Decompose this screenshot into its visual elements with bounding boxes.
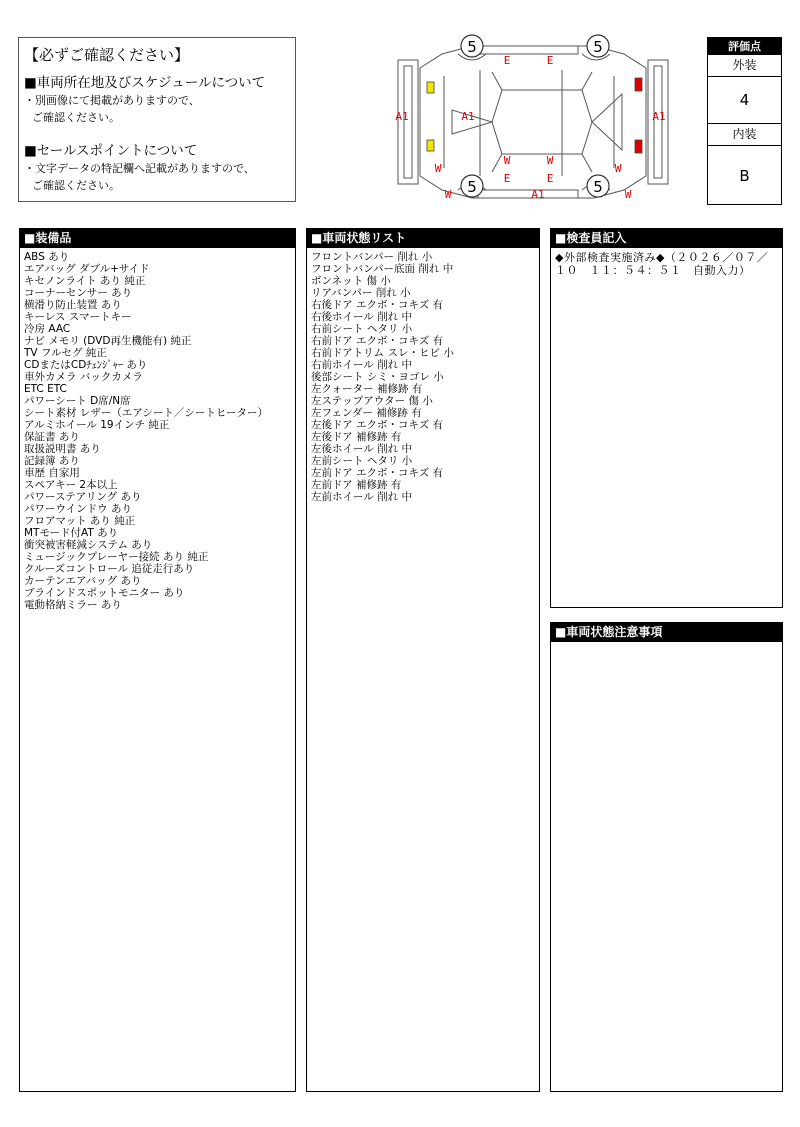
- inspector-panel: [550, 228, 783, 608]
- condition-item: 左後ドア 補修跡 有: [311, 431, 402, 443]
- equipment-item: TV フルセグ 純正: [24, 347, 107, 359]
- diagram-mark-5: 5: [593, 38, 603, 56]
- equipment-item: ミュージックプレーヤー接続 あり 純正: [24, 551, 209, 563]
- diagram-mark-w: W: [614, 162, 622, 175]
- diagram-mark-w: W: [503, 154, 511, 167]
- equipment-item: CDまたはCDﾁｪﾝｼﾞｬｰ あり: [24, 359, 148, 371]
- equipment-item: 車歴 自家用: [24, 467, 80, 479]
- condition-item: フロントバンパー底面 削れ 中: [311, 263, 454, 275]
- condition-item: 左後ホイール 削れ 中: [311, 443, 412, 455]
- equipment-item: 記録簿 あり: [24, 455, 80, 467]
- exterior-label: 外装: [708, 55, 781, 77]
- equipment-item: エアバッグ ダブル+サイド: [24, 263, 150, 275]
- equipment-item: キーレス スマートキー: [24, 311, 132, 323]
- condition-item: 左フェンダー 補修跡 有: [311, 407, 422, 419]
- equipment-item: ETC ETC: [24, 383, 67, 395]
- condition-panel: [306, 228, 540, 1092]
- condition-item: 左前ドア エクボ・コキズ 有: [311, 467, 444, 479]
- equipment-item: 冷房 AAC: [24, 323, 71, 335]
- condition-item: 左ステップアウター 傷 小: [311, 395, 433, 407]
- red-marker: [635, 78, 642, 91]
- equipment-item: パワーステアリング あり: [24, 491, 142, 503]
- equipment-item: シート素材 レザー（エアシート／シートヒーター）: [24, 407, 268, 419]
- equipment-item: MTモード付AT あり: [24, 527, 119, 539]
- diagram-mark-5: 5: [593, 178, 603, 196]
- condition-item: フロントバンパー 削れ 小: [311, 251, 433, 263]
- equipment-item: ABS あり: [24, 251, 70, 263]
- notes-body: [551, 642, 782, 648]
- equipment-item: アルミホイール 19インチ 純正: [24, 419, 170, 431]
- condition-item: 右前シート ヘタリ 小: [311, 323, 413, 335]
- inspector-title: ■検査員記入: [551, 229, 782, 248]
- equipment-item: コーナーセンサー あり: [24, 287, 133, 299]
- notice-box: [18, 37, 296, 202]
- diagram-mark-5: 5: [467, 38, 477, 56]
- rating-title: 評価点: [708, 38, 781, 55]
- condition-item: 後部シート シミ・ヨゴレ 小: [311, 371, 444, 383]
- diagram-mark-w: W: [434, 162, 442, 175]
- condition-item: 右前ドア エクボ・コキズ 有: [311, 335, 444, 347]
- notice-section1-heading: ■車両所在地及びスケジュールについて: [24, 75, 266, 91]
- condition-item: ボンネット 傷 小: [311, 275, 391, 287]
- equipment-item: クルーズコントロール 追従走行あり: [24, 563, 195, 575]
- condition-item: 左前ドア 補修跡 有: [311, 479, 402, 491]
- car-damage-diagram: [392, 30, 674, 205]
- diagram-mark-a1: A1: [652, 110, 666, 123]
- notice-section1-line1: ・別画像にて掲載がありますので、: [24, 94, 200, 107]
- diagram-mark-5: 5: [467, 178, 477, 196]
- notes-title: ■車両状態注意事項: [551, 623, 782, 642]
- condition-item: リアバンパー 削れ 小: [311, 287, 411, 299]
- inspector-note: ◆外部検査実施済み◆（２０２６／０７／１０ １１：５４：５１ 自動入力）: [555, 251, 769, 277]
- equipment-title: ■装備品: [20, 229, 295, 248]
- notice-title: 【必ずご確認ください】: [24, 46, 190, 64]
- equipment-item: ブラインドスポットモニター あり: [24, 587, 185, 599]
- equipment-item: パワーウインドウ あり: [24, 503, 133, 515]
- diagram-mark-a1: A1: [531, 188, 545, 201]
- yellow-marker: [427, 82, 434, 93]
- equipment-item: キセノンライト あり 純正: [24, 275, 146, 287]
- diagram-mark-e: E: [503, 54, 511, 67]
- equipment-item: パワーシート D席/N席: [24, 395, 131, 407]
- equipment-item: 車外カメラ バックカメラ: [24, 371, 143, 383]
- condition-item: 左前シート ヘタリ 小: [311, 455, 413, 467]
- diagram-mark-e: E: [503, 172, 511, 185]
- notice-section2-line2: ご確認ください。: [32, 179, 120, 192]
- rating-box: [707, 37, 782, 205]
- notice-section1-line2: ご確認ください。: [32, 111, 120, 124]
- condition-item: 右前ホイール 削れ 中: [311, 359, 412, 371]
- diagram-mark-w: W: [624, 188, 632, 201]
- equipment-item: ナビ メモリ (DVD再生機能有) 純正: [24, 335, 192, 347]
- equipment-item: フロアマット あり 純正: [24, 515, 136, 527]
- condition-item: 左後ドア エクボ・コキズ 有: [311, 419, 444, 431]
- equipment-item: 保証書 あり: [24, 431, 80, 443]
- condition-item: 左前ホイール 削れ 中: [311, 491, 412, 503]
- equipment-item: スペアキー 2本以上: [24, 479, 118, 491]
- equipment-item: 電動格納ミラー あり: [24, 599, 122, 611]
- equipment-list: [20, 248, 295, 614]
- condition-list: [307, 248, 539, 506]
- notice-section2-line1: ・文字データの特記欄へ記載がありますので、: [24, 162, 255, 175]
- condition-title: ■車両状態リスト: [307, 229, 539, 248]
- diagram-mark-w: W: [546, 154, 554, 167]
- condition-item: 左クォーター 補修跡 有: [311, 383, 423, 395]
- notes-panel: [550, 622, 783, 1092]
- diagram-mark-a1: A1: [461, 110, 475, 123]
- interior-score: B: [739, 167, 750, 185]
- condition-item: 右後ドア エクボ・コキズ 有: [311, 299, 444, 311]
- condition-item: 右前ドアトリム スレ・ヒビ 小: [311, 347, 454, 359]
- equipment-panel: [19, 228, 296, 1092]
- notice-section2-heading: ■セールスポイントについて: [24, 143, 198, 159]
- equipment-item: 衝突被害軽減システム あり: [24, 539, 153, 551]
- diagram-mark-e: E: [546, 172, 554, 185]
- diagram-mark-w: W: [444, 188, 452, 201]
- condition-item: 右後ホイール 削れ 中: [311, 311, 412, 323]
- diagram-mark-e: E: [546, 54, 554, 67]
- red-marker: [635, 140, 642, 153]
- diagram-mark-a1: A1: [395, 110, 409, 123]
- yellow-marker: [427, 140, 434, 151]
- equipment-item: 横滑り防止装置 あり: [24, 299, 122, 311]
- exterior-score: 4: [708, 77, 781, 124]
- equipment-item: カーテンエアバッグ あり: [24, 575, 142, 587]
- equipment-item: 取扱説明書 あり: [24, 443, 101, 455]
- interior-label: 内装: [708, 124, 781, 146]
